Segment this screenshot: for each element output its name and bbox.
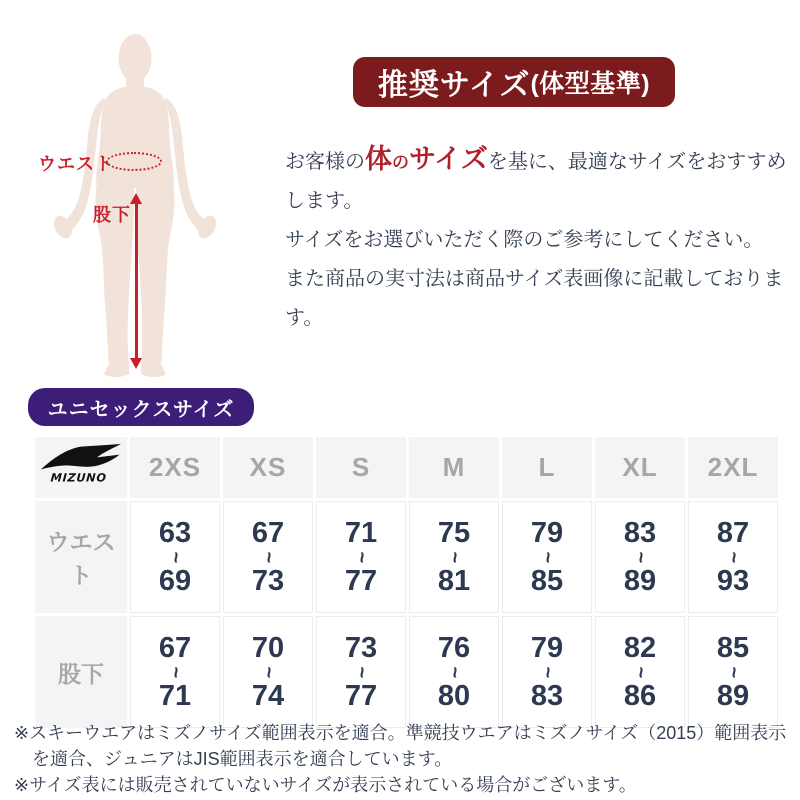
size-range-cell: 67 ~ 73 <box>223 501 313 613</box>
inseam-arrow-bottom-icon <box>130 358 142 369</box>
mizuno-logo-icon <box>41 438 121 490</box>
size-column-header: XL <box>595 437 685 498</box>
waist-row-label: ウエスト <box>35 501 127 613</box>
intro-accent-size: サイズ <box>409 144 488 174</box>
inseam-arrow-top-icon <box>130 193 142 204</box>
intro-accent-body: 体 <box>365 144 392 174</box>
size-column-header: S <box>316 437 406 498</box>
unisex-size-badge: ユニセックスサイズ <box>28 388 254 426</box>
mizuno-logo-cell <box>35 437 127 498</box>
inseam-measure-arrow <box>135 204 138 360</box>
size-range-cell: 83 ~ 89 <box>595 501 685 613</box>
size-range-cell: 67 ~ 71 <box>130 616 220 728</box>
intro-accent-no: の <box>392 153 409 172</box>
waist-row <box>35 501 778 613</box>
size-range-cell: 63 ~ 69 <box>130 501 220 613</box>
intro-text <box>285 140 800 338</box>
intro-line2: サイズをお選びいただく際のご参考にしてください。 <box>285 229 764 251</box>
intro-line3: また商品の実寸法は商品サイズ表画像に記載しております。 <box>285 268 784 329</box>
size-column-header: 2XS <box>130 437 220 498</box>
mizuno-wordmark: MIZUNO <box>50 470 108 485</box>
inseam-row-label: 股下 <box>35 616 127 728</box>
footnote-item: ※サイズ表には販売されていないサイズが表示されている場合がございます。 <box>14 775 637 795</box>
size-range-cell: 70 ~ 74 <box>223 616 313 728</box>
intro-line1-rest: を基に、最適なサイズをおすすめします。 <box>285 151 787 212</box>
size-table-header-row <box>35 437 778 498</box>
size-column-header: 2XL <box>688 437 778 498</box>
size-range-cell: 76 ~ 80 <box>409 616 499 728</box>
size-column-header: XS <box>223 437 313 498</box>
size-range-cell: 82 ~ 86 <box>595 616 685 728</box>
size-column-header: M <box>409 437 499 498</box>
recommended-size-title-badge <box>353 57 675 107</box>
title-paren-text: (体型基準) <box>530 70 651 98</box>
size-range-cell: 75 ~ 81 <box>409 501 499 613</box>
footnotes <box>14 720 792 798</box>
size-range-cell: 79 ~ 85 <box>502 501 592 613</box>
footnote-item: ※スキーウエアはミズノサイズ範囲表示を適合。準競技ウエアはミズノサイズ（2015）範囲表示を適合、ジュニアはJIS範囲表示を適合しています。 <box>14 723 787 769</box>
size-range-cell: 85 ~ 89 <box>688 616 778 728</box>
size-range-cell: 73 ~ 77 <box>316 616 406 728</box>
title-main-text: 推奨サイズ <box>377 69 531 102</box>
intro-prefix: お客様の <box>285 151 365 173</box>
size-range-cell: 87 ~ 93 <box>688 501 778 613</box>
size-column-header: L <box>502 437 592 498</box>
waist-measure-ellipse <box>106 152 162 171</box>
size-range-cell: 79 ~ 83 <box>502 616 592 728</box>
inseam-row <box>35 616 778 728</box>
size-table <box>32 434 781 731</box>
size-range-cell: 71 ~ 77 <box>316 501 406 613</box>
waist-annotation-label: ウエスト <box>38 154 114 174</box>
inseam-annotation-label: 股下 <box>93 205 131 225</box>
